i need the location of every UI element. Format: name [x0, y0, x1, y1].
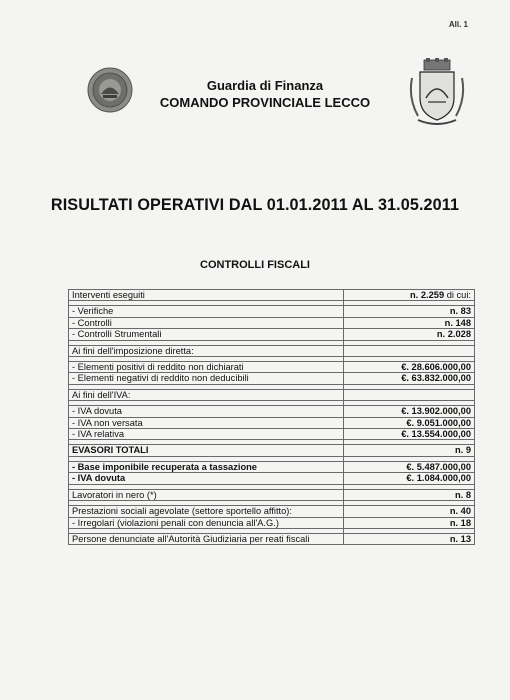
row-label: EVASORI TOTALI [69, 445, 344, 456]
table-row [69, 461, 475, 472]
table-row [69, 389, 475, 400]
row-value: n. 13 [344, 533, 475, 544]
table-row [69, 290, 475, 301]
interventi-value: n. 2.259 [410, 290, 445, 300]
table-row [69, 429, 475, 440]
row-label: - Controlli Strumentali [69, 329, 344, 340]
row-label: Ai fini dell'IVA: [69, 389, 344, 400]
row-value: €. 13.902.000,00 [344, 406, 475, 417]
row-value: €. 1.084.000,00 [344, 473, 475, 484]
row-value [344, 389, 475, 400]
table-row [69, 506, 475, 517]
attachment-label: All. 1 [448, 20, 468, 29]
table-row [69, 445, 475, 456]
row-value: €. 9.051.000,00 [344, 417, 475, 428]
row-label: - Irregolari (violazioni penali con denuncia all'A.G.) [69, 517, 344, 528]
row-label: Ai fini dell'imposizione diretta: [69, 345, 344, 356]
row-label: - Base imponibile recuperata a tassazione [69, 461, 344, 472]
row-value: n. 83 [344, 306, 475, 317]
table-row [69, 406, 475, 417]
table-row [69, 317, 475, 328]
row-label: - IVA non versata [69, 417, 344, 428]
row-label: - Elementi positivi di reddito non dichiarati [69, 362, 344, 373]
row-label: Lavoratori in nero (*) [69, 489, 344, 500]
results-table [68, 289, 475, 545]
row-value: n. 18 [344, 517, 475, 528]
row-label: - Controlli [69, 317, 344, 328]
row-label: - IVA dovuta [69, 406, 344, 417]
row-value [344, 290, 475, 301]
row-value: n. 8 [344, 489, 475, 500]
row-label: Interventi eseguiti [69, 290, 344, 301]
header [140, 77, 390, 111]
row-value: n. 148 [344, 317, 475, 328]
row-label: Persone denunciate all'Autorità Giudiziaria per reati fiscali [69, 533, 344, 544]
coat-of-arms-icon [408, 58, 466, 128]
table-row [69, 417, 475, 428]
row-value: €. 63.832.000,00 [344, 373, 475, 384]
row-value: n. 9 [344, 445, 475, 456]
table-row [69, 345, 475, 356]
header-line-2: COMANDO PROVINCIALE LECCO [159, 95, 371, 110]
table-row [69, 473, 475, 484]
row-value: €. 28.606.000,00 [344, 362, 475, 373]
interventi-suffix: di cui: [444, 290, 471, 300]
row-value: €. 5.487.000,00 [344, 461, 475, 472]
page-title: RISULTATI OPERATIVI DAL 01.01.2011 AL 31.05.2011 [50, 196, 460, 214]
table-row [69, 362, 475, 373]
row-label: - IVA dovuta [69, 473, 344, 484]
row-value: n. 2.028 [344, 329, 475, 340]
row-value [344, 345, 475, 356]
guardia-di-finanza-seal-icon [87, 67, 133, 113]
row-value: n. 40 [344, 506, 475, 517]
row-label: - Verifiche [69, 306, 344, 317]
section-title: CONTROLLI FISCALI [200, 259, 310, 271]
row-value: €. 13.554.000,00 [344, 429, 475, 440]
row-label: - Elementi negativi di reddito non deducibili [69, 373, 344, 384]
row-label: - IVA relativa [69, 429, 344, 440]
table-row [69, 329, 475, 340]
table-row [69, 533, 475, 544]
table-row [69, 306, 475, 317]
row-label: Prestazioni sociali agevolate (settore sportello affitto): [69, 506, 344, 517]
header-line-1: Guardia di Finanza [206, 78, 324, 93]
table-row [69, 517, 475, 528]
table-row [69, 373, 475, 384]
table-row [69, 489, 475, 500]
